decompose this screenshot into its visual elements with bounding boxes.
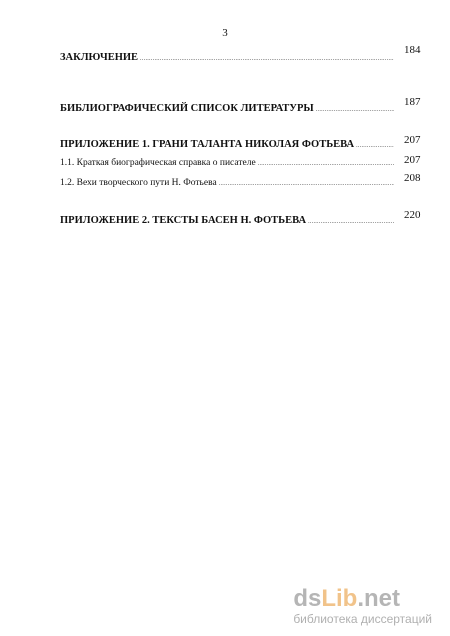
toc-entry-title: ПРИЛОЖЕНИЕ 2. ТЕКСТЫ БАСЕН Н. ФОТЬЕВА (60, 215, 307, 226)
toc-entry-conclusion (60, 52, 394, 63)
watermark-logo-net: .net (357, 585, 400, 612)
toc-entry-appendix-1-2 (60, 178, 394, 188)
toc-dot-leader (308, 219, 394, 225)
watermark-logo (293, 587, 432, 611)
watermark-logo-ds: ds (293, 585, 322, 612)
toc-dot-leader (258, 161, 394, 167)
toc-page-number: 220 (404, 209, 421, 221)
toc-dot-leader (356, 143, 394, 149)
watermark-logo-lib: Lib (321, 585, 358, 612)
toc-dot-leader (219, 181, 394, 187)
toc-entry-title: 1.1. Краткая биографическая справка о писателе (60, 158, 256, 168)
toc-entry-title: ПРИЛОЖЕНИЕ 1. ГРАНИ ТАЛАНТА НИКОЛАЯ ФОТЬЕВА (60, 139, 355, 150)
toc-entry-title: БИБЛИОГРАФИЧЕСКИЙ СПИСОК ЛИТЕРАТУРЫ (60, 103, 314, 114)
toc-entry-title: 1.2. Вехи творческого пути Н. Фотьева (60, 178, 217, 188)
toc-page-number: 184 (404, 44, 421, 56)
toc-entry-appendix-1 (60, 139, 394, 150)
toc-page-number: 207 (404, 134, 421, 146)
toc-dot-leader (140, 56, 394, 62)
toc-page-number: 208 (404, 172, 421, 184)
toc-page-number: 207 (404, 154, 421, 166)
toc-entry-appendix-2 (60, 215, 394, 226)
toc-page-number: 187 (404, 96, 421, 108)
page-number: 3 (222, 27, 228, 39)
watermark-caption: библиотека диссертаций (293, 612, 432, 626)
toc-entry-bibliography (60, 103, 394, 114)
watermark (293, 587, 432, 626)
toc-dot-leader (316, 107, 394, 113)
toc-entry-title: ЗАКЛЮЧЕНИЕ (60, 52, 139, 63)
toc-entry-appendix-1-1 (60, 158, 394, 168)
